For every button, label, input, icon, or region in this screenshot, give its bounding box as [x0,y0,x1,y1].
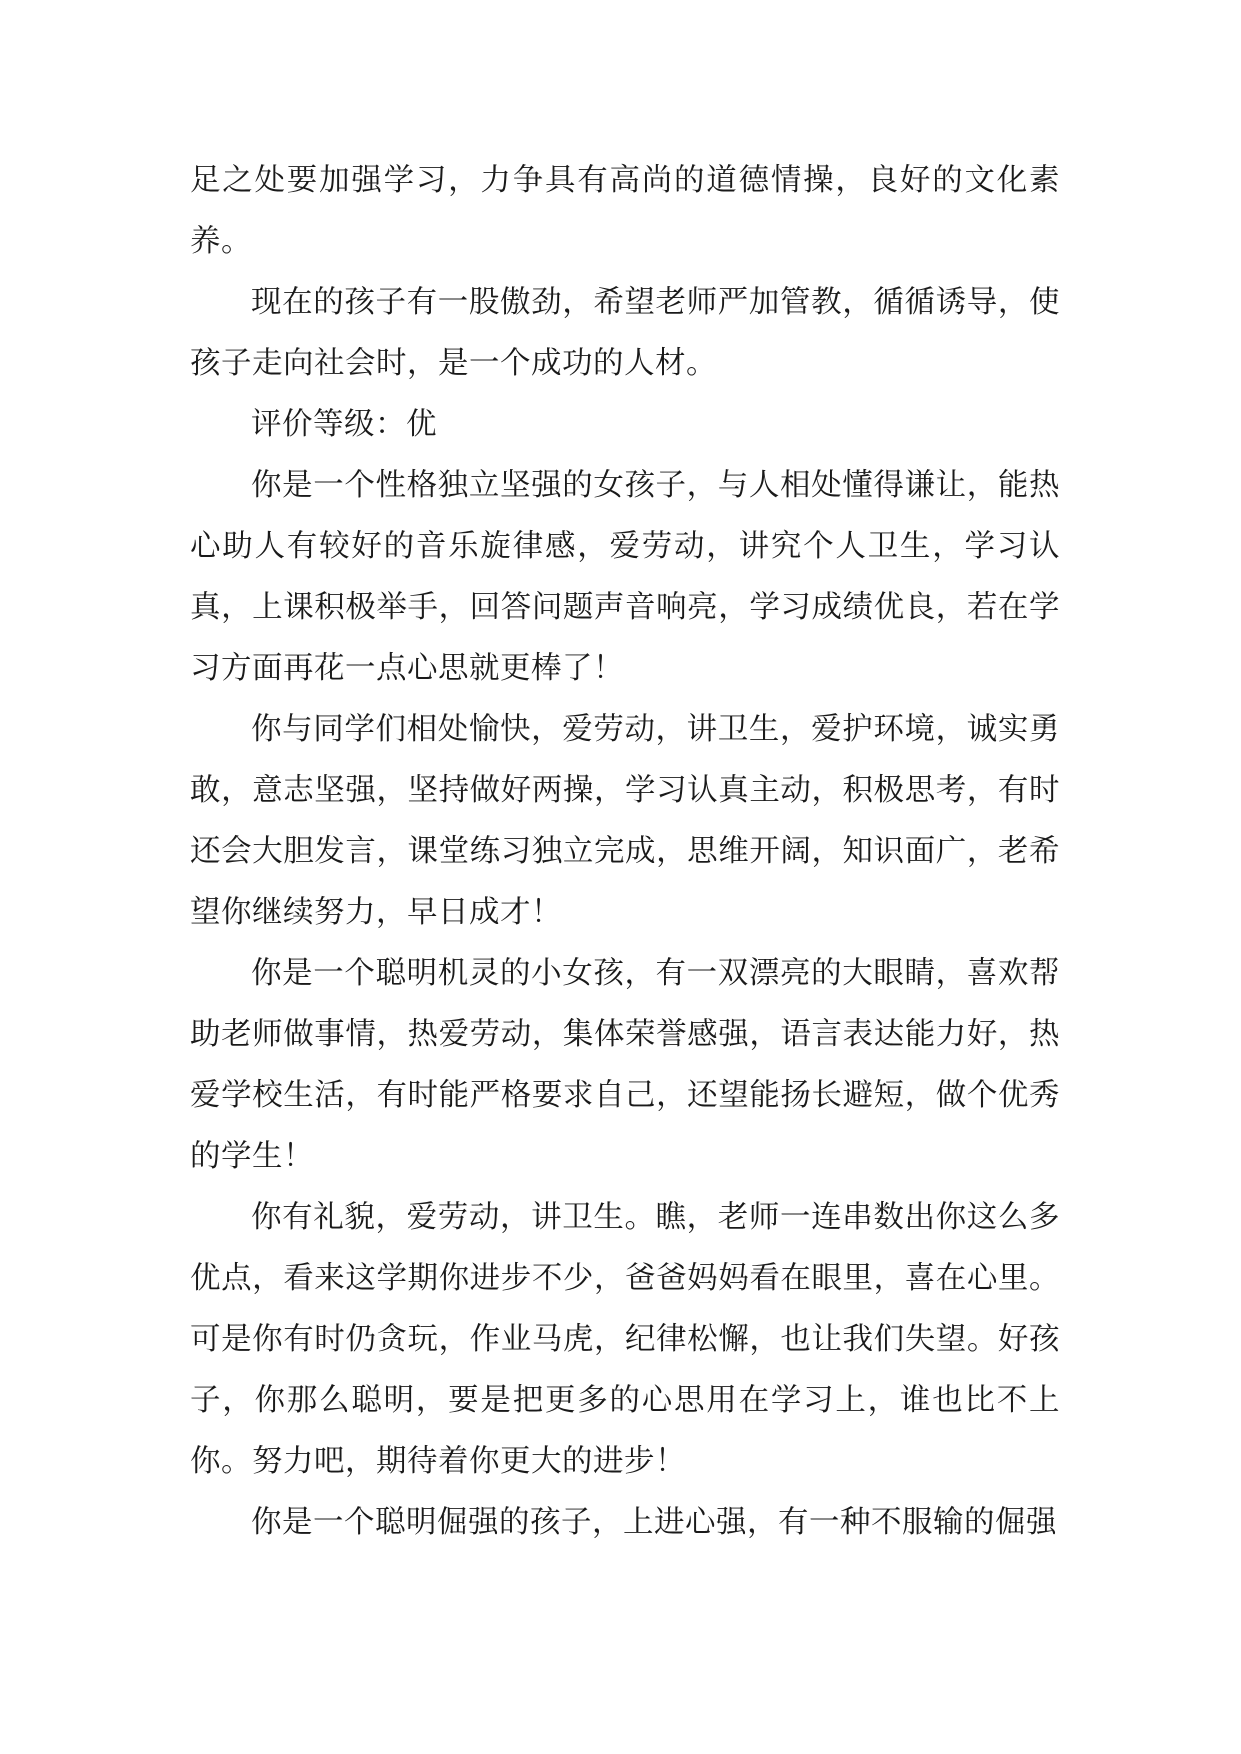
paragraph-comment-3: 你是一个聪明机灵的小女孩，有一双漂亮的大眼睛，喜欢帮助老师做事情，热爱劳动，集体荣誉感强，语言表达能力好，热爱学校生活，有时能严格要求自己，还望能扬长避短，做个优秀的学生！ [190,956,1060,1174]
paragraph-comment-2: 你与同学们相处愉快，爱劳动，讲卫生，爱护环境，诚实勇敢，意志坚强，坚持做好两操，学习认真主动，积极思考，有时还会大胆发言，课堂练习独立完成，思维开阔，知识面广，老希望你继续努力，早日成才！ [190,712,1060,930]
paragraph-comment-5: 你是一个聪明倔强的孩子，上进心强，有一种不服输的倔强 [251,1505,1057,1540]
paragraph-rating: 评价等级：优 [251,407,437,442]
document-body [190,150,1060,1553]
paragraph-comment-1: 你是一个性格独立坚强的女孩子，与人相处懂得谦让，能热心助人有较好的音乐旋律感，爱劳动，讲究个人卫生，学习认真，上课积极举手，回答问题声音响亮，学习成绩优良，若在学习方面再花一点心思就更棒了！ [190,468,1060,686]
paragraph-comment-4: 你有礼貌，爱劳动，讲卫生。瞧，老师一连串数出你这么多优点，看来这学期你进步不少，爸爸妈妈看在眼里，喜在心里。可是你有时仍贪玩，作业马虎，纪律松懈，也让我们失望。好孩子，你那么聪明，要是把更多的心思用在学习上，谁也比不上你。努力吧，期待着你更大的进步！ [190,1200,1060,1479]
paragraph-parent-hope: 现在的孩子有一股傲劲，希望老师严加管教，循循诱导，使孩子走向社会时，是一个成功的人材。 [190,285,1060,381]
paragraph-continuation: 足之处要加强学习，力争具有高尚的道德情操，良好的文化素养。 [190,163,1060,259]
